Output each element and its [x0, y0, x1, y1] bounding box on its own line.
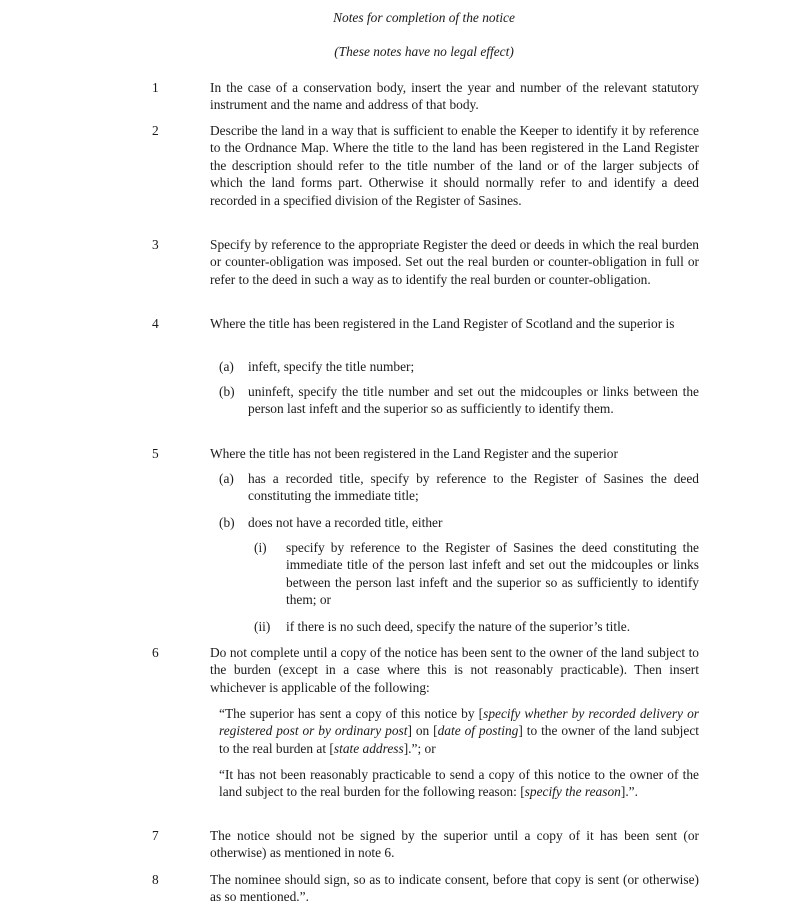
- note-number: 7: [152, 828, 159, 843]
- item-label: (ii): [254, 619, 271, 634]
- quote-placeholder-reason: specify the reason: [524, 784, 621, 800]
- item-label: (b): [219, 515, 235, 530]
- item-text: uninfeft, specify the title number and set out the midcouples or links between the person last infeft and the superior so as sufficiently to identify them.: [248, 384, 699, 417]
- quote-text: “The superior has sent a copy of this notice by [: [219, 706, 484, 721]
- page-title: Notes for completion of the notice: [333, 10, 515, 25]
- note-text: The notice should not be signed by the superior until a copy of it has been sent (or otherwise) as mentioned in note 6.: [210, 828, 699, 861]
- quote-text: “It has not been reasonably practicable to send a copy of this notice to the owner of the land subject to the real burden for the following reason: [: [219, 767, 699, 800]
- quote-placeholder-date: date of posting: [437, 723, 519, 739]
- note-text: In the case of a conservation body, insert the year and number of the relevant statutory instrument and the name and address of that body.: [210, 80, 699, 113]
- item-text: if there is no such deed, specify the nature of the superior’s title.: [286, 619, 631, 634]
- quote-placeholder-address: state address: [333, 740, 404, 756]
- note-text: Where the title has not been registered in the Land Register and the superior: [210, 446, 618, 461]
- note-6-quote-not-practicable: [219, 766, 699, 801]
- note-number: 3: [152, 237, 159, 252]
- quote-text: ] to the owner of the land subject to the real burden at [: [219, 723, 699, 756]
- note-text: Describe the land in a way that is sufficient to enable the Keeper to identify it by reference to the Ordnance Map. Where the title to the land has been registered in the Land Register the description should refer to the title number of the land or of the larger subjects of which the land forms part. Otherwise it should normally refer to and identify a deed recorded in a specified division of the Register of Sasines.: [210, 123, 699, 208]
- note-number: 2: [152, 123, 159, 138]
- quote-text: ].”.: [620, 784, 638, 800]
- item-text: specify by reference to the Register of Sasines the deed constituting the immediate title of the person last infeft and set out the midcouples or links between the person last infeft and the superior so as sufficiently to identify them; or: [286, 540, 699, 608]
- page-subtitle: (These notes have no legal effect): [334, 44, 514, 59]
- item-label: (a): [219, 359, 234, 374]
- quote-text: ].”; or: [403, 740, 436, 756]
- quote-text: ] on [: [407, 723, 438, 739]
- item-text: does not have a recorded title, either: [248, 515, 443, 530]
- note-text: Where the title has been registered in the Land Register of Scotland and the superior is: [210, 316, 675, 331]
- item-label: (i): [254, 540, 267, 555]
- note-number: 1: [152, 80, 159, 95]
- note-number: 5: [152, 446, 159, 461]
- quote-placeholder-method: specify whether by recorded delivery or registered post or by ordinary post: [219, 706, 699, 739]
- note-6-quote-recorded-delivery: [219, 705, 699, 757]
- item-label: (a): [219, 471, 234, 486]
- item-text: has a recorded title, specify by reference to the Register of Sasines the deed constituting the immediate title;: [248, 471, 699, 504]
- note-text: Do not complete until a copy of the notice has been sent to the owner of the land subject to the burden (except in a case where this is not reasonably practicable). Then insert whichever is applicable of the following:: [210, 645, 699, 695]
- note-text: Specify by reference to the appropriate Register the deed or deeds in which the real burden or counter-obligation was imposed. Set out the real burden or counter-obligation in full or refer to the deed in such a way as to identify the real burden or counter-obligation.: [210, 237, 699, 287]
- item-text: infeft, specify the title number;: [248, 359, 415, 374]
- item-label: (b): [219, 384, 235, 399]
- note-number: 6: [152, 645, 159, 660]
- note-text: The nominee should sign, so as to indicate consent, before that copy is sent (or otherwise) as so mentioned.”.: [210, 872, 699, 905]
- note-number: 8: [152, 872, 159, 887]
- note-number: 4: [152, 316, 159, 331]
